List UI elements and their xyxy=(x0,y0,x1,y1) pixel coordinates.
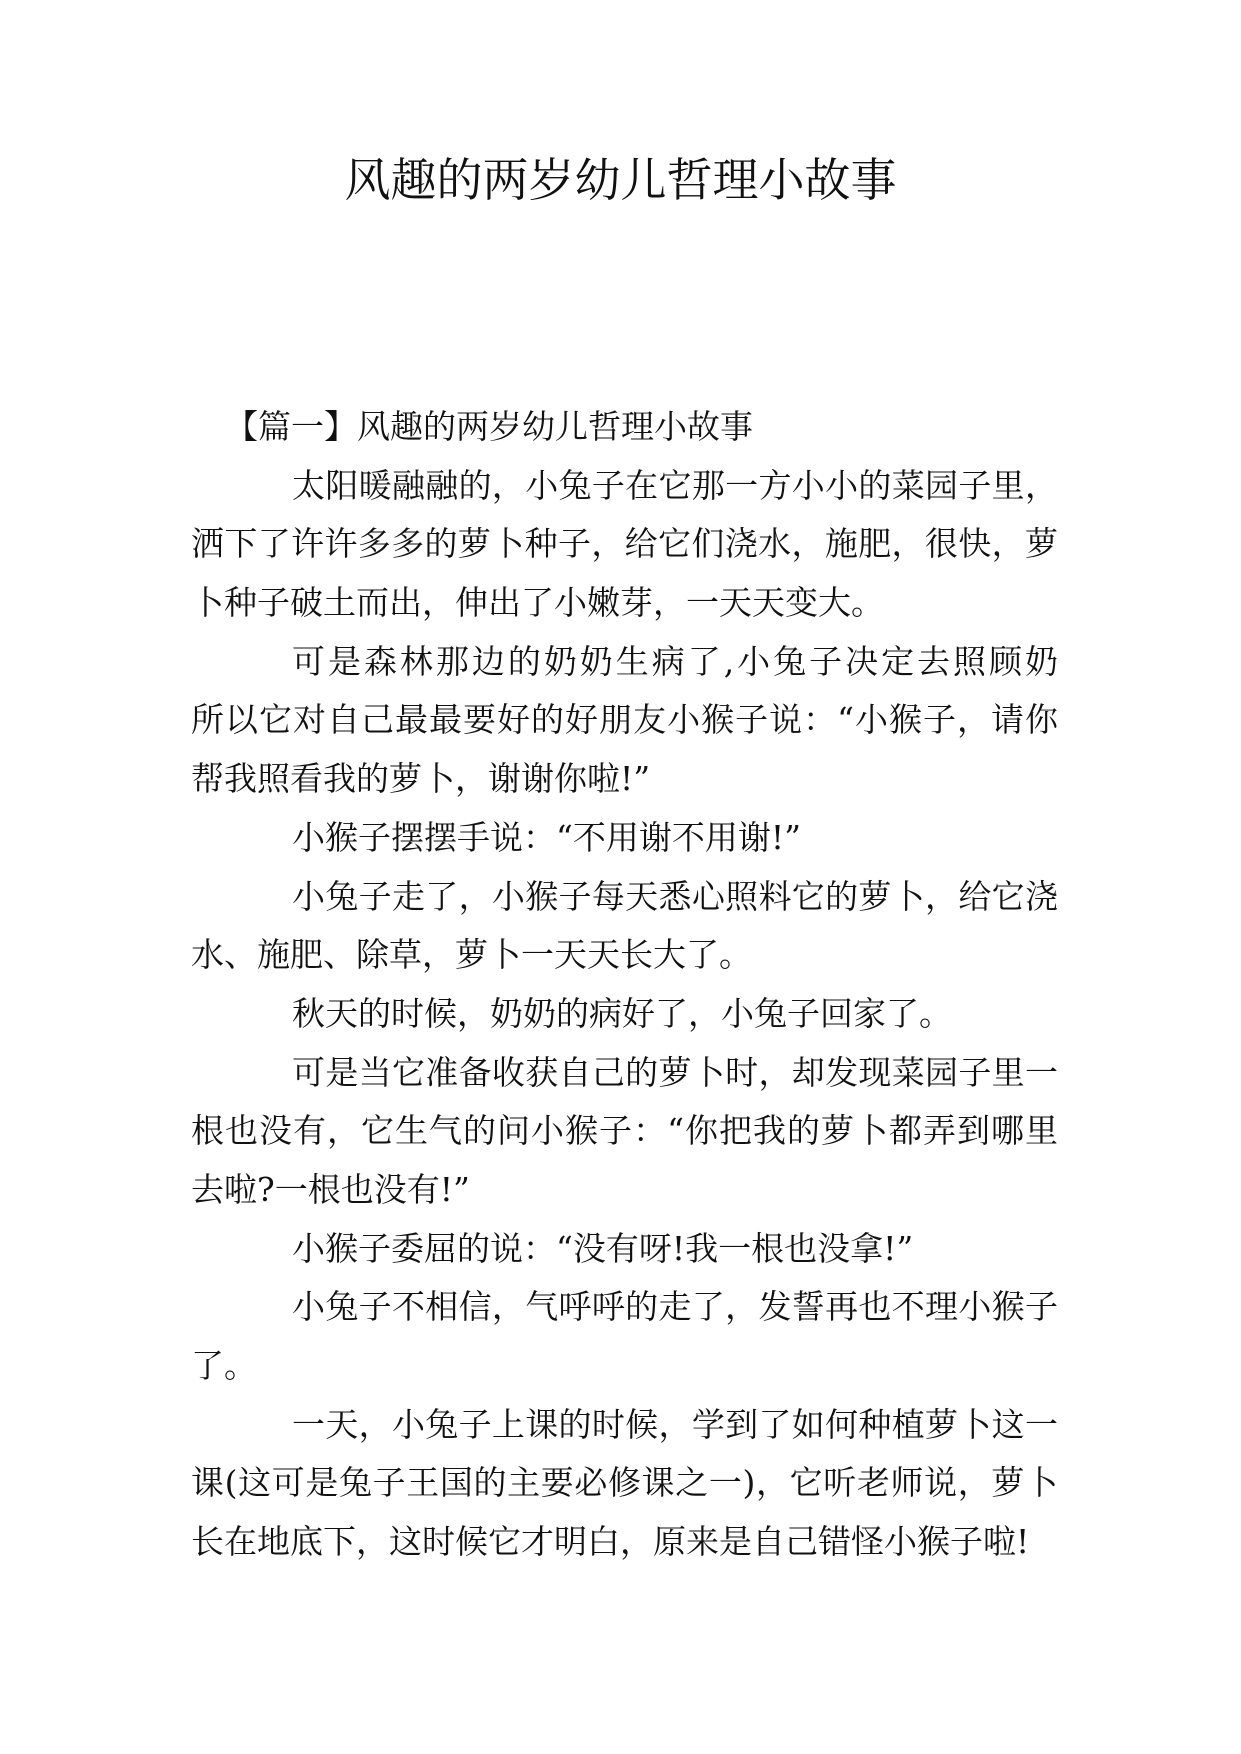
paragraph-line: 小猴子委屈的说：“没有呀!我一根也没拿!” xyxy=(292,1228,914,1268)
paragraph-line: 秋天的时候，奶奶的病好了，小兔子回家了。 xyxy=(292,993,952,1033)
paragraph-line: 太阳暖融融的，小兔子在它那一方小小的菜园子里， xyxy=(292,465,1058,505)
paragraph xyxy=(191,457,1058,633)
paragraph xyxy=(191,1278,1058,1395)
paragraph xyxy=(191,1396,1058,1572)
paragraph-line: 小猴子摆摆手说：“不用谢不用谢!” xyxy=(292,817,802,857)
paragraph-line: 长在地底下，这时候它才明白，原来是自己错怪小猴子啦! xyxy=(191,1522,1030,1562)
paragraph xyxy=(191,1220,1058,1279)
paragraph-line: 课(这可是兔子王国的主要必修课之一)，它听老师说，萝卜 xyxy=(191,1463,1058,1503)
paragraph-line: 所以它对自己最最要好的好朋友小猴子说：“小猴子，请你 xyxy=(191,700,1058,740)
paragraph-line: 水、施肥、除草，萝卜一天天长大了。 xyxy=(191,935,752,975)
paragraph xyxy=(191,985,1058,1044)
paragraph-line: 卜种子破土而出，伸出了小嫩芽，一天天变大。 xyxy=(191,583,884,623)
paragraph-line: 可是当它准备收获自己的萝卜时，却发现菜园子里一 xyxy=(292,1052,1058,1092)
paragraph xyxy=(191,868,1058,985)
paragraph xyxy=(191,633,1058,809)
paragraph-line: 了。 xyxy=(191,1346,257,1385)
page-title: 风趣的两岁幼儿哲理小故事 xyxy=(344,153,897,207)
paragraph-line: 洒下了许许多多的萝卜种子，给它们浇水，施肥，很快，萝 xyxy=(191,524,1058,564)
paragraph-line: 小兔子不相信，气呼呼的走了，发誓再也不理小猴子 xyxy=(292,1287,1058,1327)
paragraph-line: 去啦?一根也没有!” xyxy=(191,1169,470,1209)
paragraph-line: 根也没有，它生气的问小猴子：“你把我的萝卜都弄到哪里 xyxy=(191,1111,1058,1151)
paragraph xyxy=(191,809,1058,868)
paragraph-line: 可是森林那边的奶奶生病了,小兔子决定去照顾奶 xyxy=(292,641,1058,681)
paragraph-line: 一天，小兔子上课的时候，学到了如何种植萝卜这一 xyxy=(292,1404,1058,1444)
section-heading: 【篇一】风趣的两岁幼儿哲理小故事 xyxy=(225,407,753,446)
paragraph-line: 帮我照看我的萝卜，谢谢你啦!” xyxy=(191,759,651,799)
document-body xyxy=(191,398,1058,1572)
paragraph-line: 小兔子走了，小猴子每天悉心照料它的萝卜，给它浇 xyxy=(292,876,1058,916)
paragraph xyxy=(191,1044,1058,1220)
